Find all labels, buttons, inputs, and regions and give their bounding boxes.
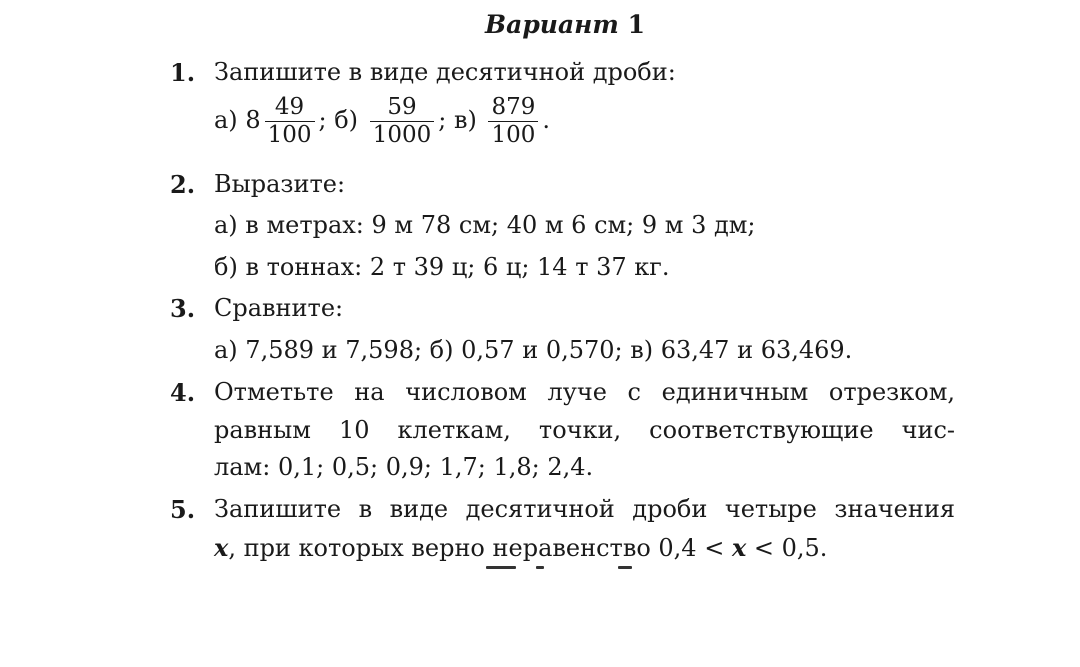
task-4-number: 4. <box>170 378 196 407</box>
task-3-a: а) 7,589 и 7,598; б) 0,57 и 0,570; в) 63,47 и 63,469. <box>214 336 853 364</box>
title-number: 1 <box>627 10 645 39</box>
task-1-sep1: ; <box>318 106 327 134</box>
fraction-a-numerator: 49 <box>265 96 315 122</box>
task-5-line-1: Запишите в виде десятичной дроби четыре значения <box>214 495 955 523</box>
task-5-number: 5. <box>170 495 196 524</box>
task-1-a-label: а) <box>214 106 238 134</box>
task-3-text: Сравните: <box>214 294 344 322</box>
fraction-c-denominator: 100 <box>491 122 536 148</box>
task-1-number: 1. <box>170 58 196 87</box>
task-1-text: Запишите в виде десятичной дроби: <box>214 58 676 86</box>
fraction-a <box>265 96 315 147</box>
task-1-b-label: б) <box>334 106 359 134</box>
task-1-end: . <box>542 106 551 134</box>
task-1-fractions <box>214 96 550 147</box>
task-5-line-2-mid: , при которых верно неравенство 0,4 < <box>228 534 732 562</box>
task-2-a: а) в метрах: 9 м 78 см; 40 м 6 см; 9 м 3 дм; <box>214 211 756 239</box>
variable-x-1: x <box>214 533 229 562</box>
task-1-a-whole: 8 <box>245 106 261 134</box>
task-4-line-2: равным 10 клеткам, точки, соответствующие чис- <box>214 416 955 444</box>
task-5-line-2 <box>214 533 827 562</box>
fraction-b-denominator: 1000 <box>372 122 432 148</box>
task-2-b: б) в тоннах: 2 т 39 ц; 6 ц; 14 т 37 кг. <box>214 253 670 281</box>
task-2-text: Выразите: <box>214 170 346 198</box>
fraction-a-denominator: 100 <box>267 122 312 148</box>
fraction-b-numerator: 59 <box>370 96 435 122</box>
task-1-c-label: в) <box>453 106 477 134</box>
fraction-c-numerator: 879 <box>488 96 538 122</box>
task-3-number: 3. <box>170 294 196 323</box>
fraction-c <box>488 96 538 147</box>
task-4-line-3: лам: 0,1; 0,5; 0,9; 1,7; 1,8; 2,4. <box>214 453 594 481</box>
task-5-line-2-end: < 0,5. <box>746 534 828 562</box>
task-1-sep2: ; <box>438 106 447 134</box>
task-4-line-1: Отметьте на числовом луче с единичным отрезком, <box>214 378 955 406</box>
page-title <box>0 10 1080 39</box>
fraction-b <box>370 96 435 147</box>
variable-x-2: x <box>731 533 747 562</box>
cut-off-heading-fragment <box>486 566 636 574</box>
title-word: Вариант <box>485 10 619 39</box>
task-2-number: 2. <box>170 170 196 199</box>
